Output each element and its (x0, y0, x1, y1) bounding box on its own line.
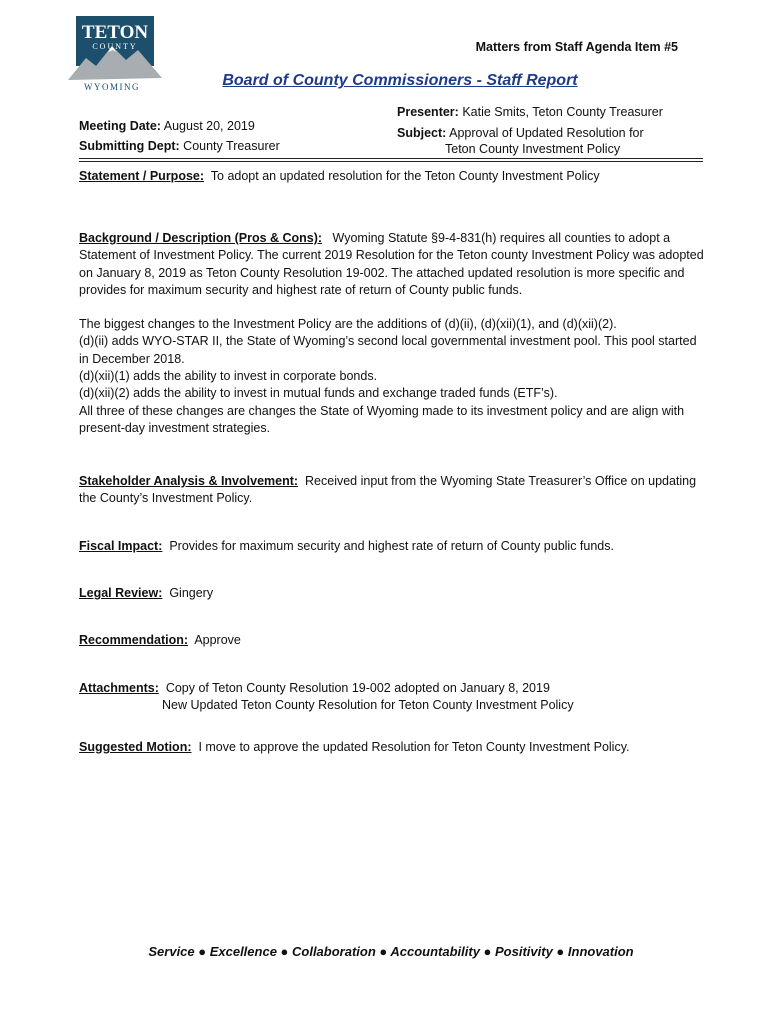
presenter-row (397, 104, 663, 120)
presenter-label: Presenter: (397, 105, 459, 119)
header-rule-double (79, 161, 703, 162)
agenda-item: Matters from Staff Agenda Item #5 (475, 40, 678, 54)
background-label: Background / Description (Pros & Cons): (79, 231, 323, 245)
recommendation-text: Approve (194, 633, 241, 647)
legal-text: Gingery (169, 586, 214, 600)
motion-label: Suggested Motion: (79, 740, 192, 754)
presenter: Katie Smits, Teton County Treasurer (462, 105, 663, 119)
legal-section (79, 585, 704, 602)
stakeholder-label: Stakeholder Analysis & Involvement: (79, 474, 299, 488)
report-title: Board of County Commissioners - Staff Report (222, 72, 578, 89)
subject-row (397, 125, 663, 141)
stakeholder-section (79, 473, 704, 508)
statement-text: To adopt an updated resolution for the Teton County Investment Policy (210, 169, 600, 183)
subject-label: Subject: (397, 126, 447, 140)
changes-line-4: (d)(xii)(2) adds the ability to invest in mutual funds and exchange traded funds (ETF’s). (79, 386, 558, 401)
recommendation-label: Recommendation: (79, 633, 189, 647)
background-text: Wyoming Statute §9-4-831(h) requires all counties to adopt a Statement of Investment Policy. The current 2019 Resolution for the Teton county Investment Policy was adopted on January 8, 2019 as Teton County Resolution 19-002. The attached updated resolution is more specific and provides for maximum security and highest rate of return of County public funds. (79, 231, 704, 297)
meeting-date-row (79, 116, 280, 136)
attachments-section (79, 680, 704, 715)
changes-line-2: (d)(ii) adds WYO-STAR II, the State of Wyoming’s second local governmental investment pool. This pool started in December 2018. (79, 334, 697, 366)
attachments-label: Attachments: (79, 681, 159, 695)
header-rule (79, 158, 703, 159)
statement-label: Statement / Purpose: (79, 169, 205, 183)
attachments-line2: New Updated Teton County Resolution for Teton County Investment Policy (162, 698, 574, 713)
stakeholder-text: Received input from the Wyoming State Treasurer’s Office on updating the County’s Investment Policy. (79, 474, 697, 506)
logo-wyoming: WYOMING (84, 82, 140, 92)
fiscal-text: Provides for maximum security and highest rate of return of County public funds. (169, 539, 614, 553)
dept-label: Submitting Dept: (79, 139, 180, 153)
meeting-date-label: Meeting Date: (79, 119, 161, 133)
subject-line2: Teton County Investment Policy (445, 142, 621, 156)
meeting-info (79, 116, 280, 156)
logo-county: COUNTY (92, 42, 138, 51)
fiscal-label: Fiscal Impact: (79, 539, 163, 553)
fiscal-section (79, 538, 704, 555)
changes-line-5: All three of these changes are changes the State of Wyoming made to its investment policy and are align with present-day investment strategies. (79, 403, 685, 435)
background-section (79, 230, 704, 437)
presenter-info (397, 104, 663, 157)
subject-line1: Approval of Updated Resolution for (449, 126, 644, 140)
changes-line-3: (d)(xii)(1) adds the ability to invest in corporate bonds. (79, 369, 378, 384)
dept: County Treasurer (183, 139, 280, 153)
logo-teton: TETON (81, 22, 149, 43)
attachments-line1: Copy of Teton County Resolution 19-002 adopted on January 8, 2019 (165, 681, 550, 695)
motion-section (79, 739, 704, 756)
motion-text: I move to approve the updated Resolution for Teton County Investment Policy. (198, 740, 630, 754)
statement-section (79, 168, 704, 185)
recommendation-section (79, 632, 704, 649)
changes-line-1: The biggest changes to the Investment Policy are the additions of (d)(ii), (d)(xii)(1), and (d)(xii)(2). (79, 317, 617, 332)
meeting-date: August 20, 2019 (163, 119, 255, 133)
footer-values: Service ● Excellence ● Collaboration ● Accountability ● Positivity ● Innovation (148, 944, 634, 959)
legal-label: Legal Review: (79, 586, 163, 600)
dept-row (79, 136, 280, 156)
